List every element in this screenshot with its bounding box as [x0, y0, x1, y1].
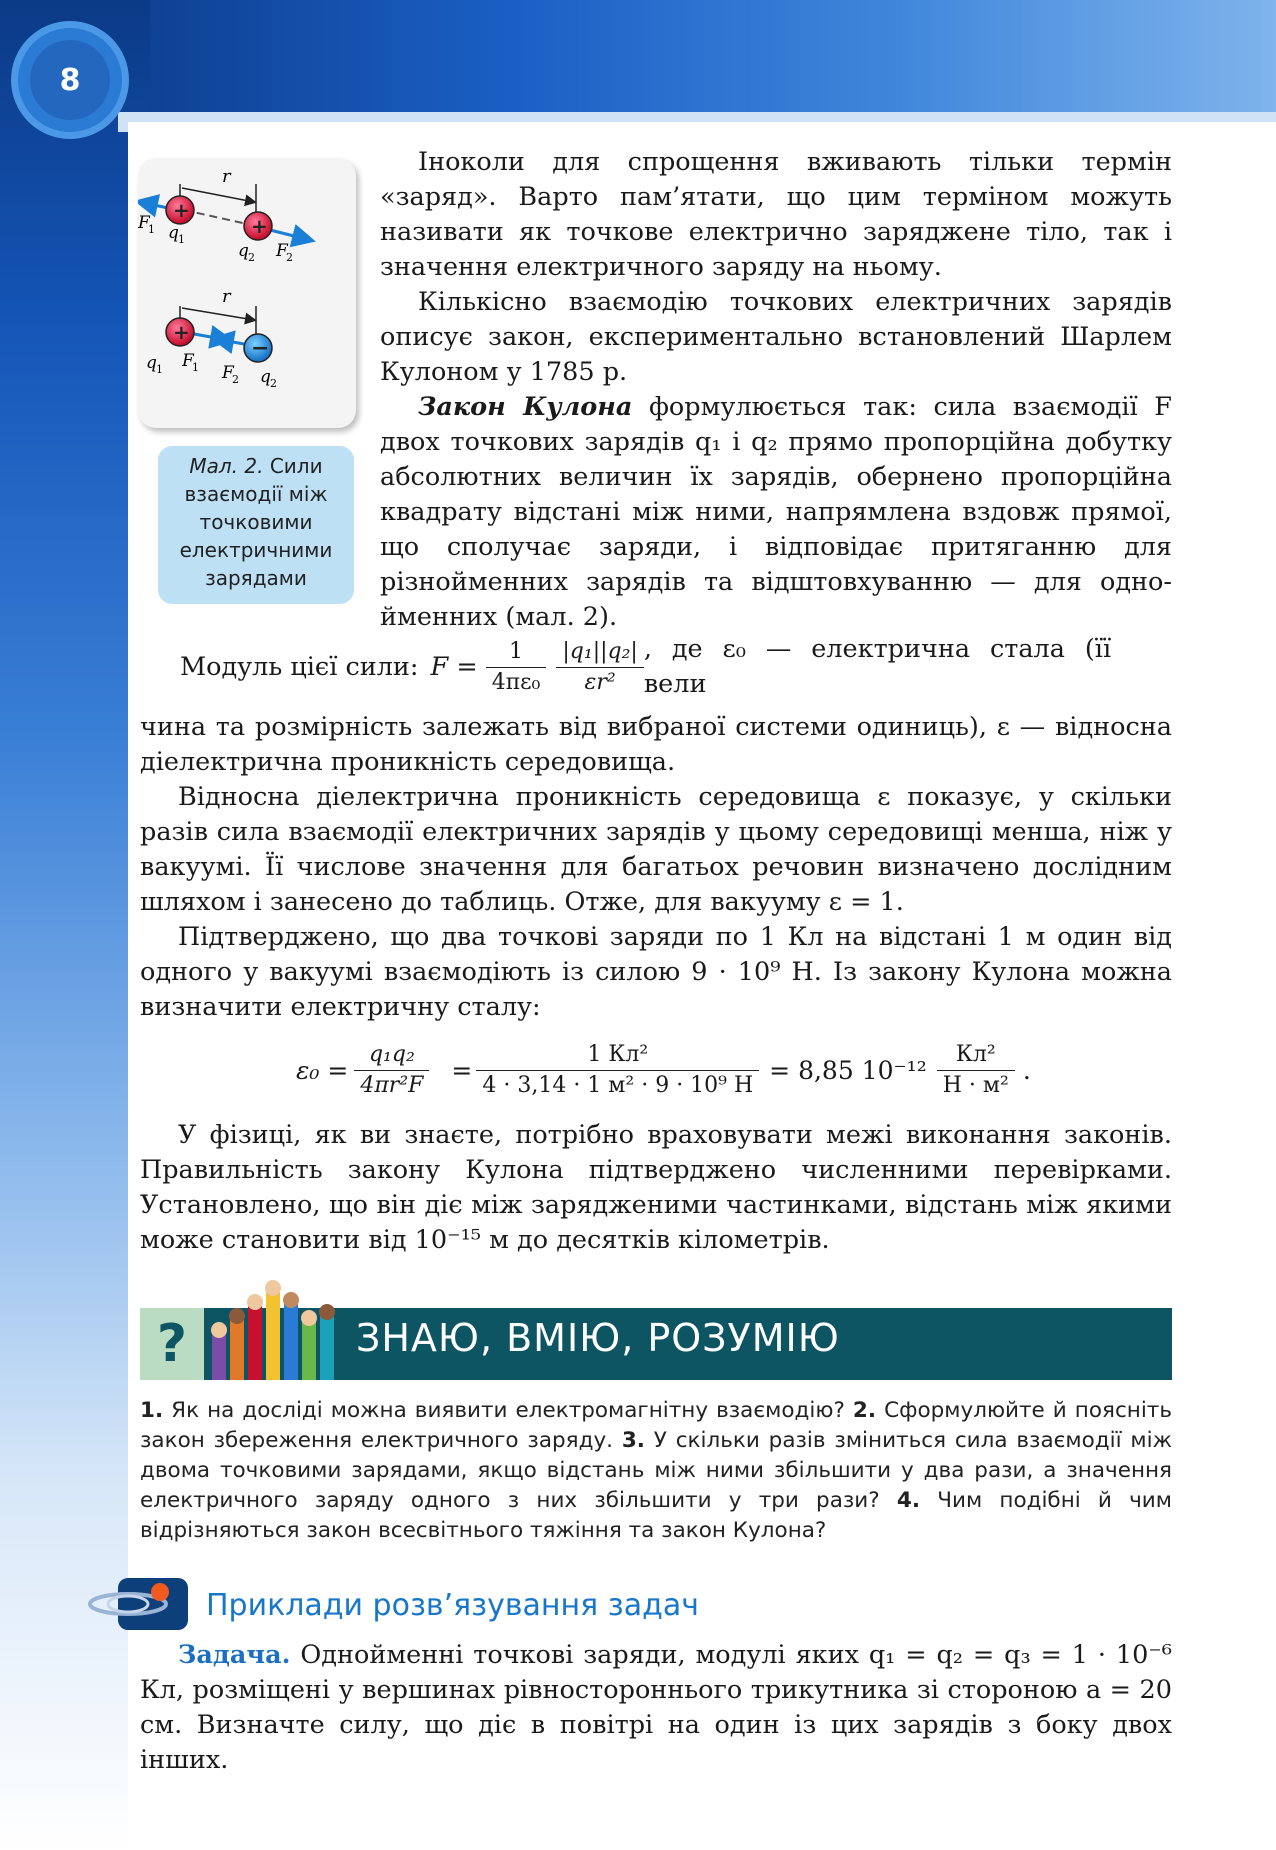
label-q1-bottom: q	[146, 353, 157, 373]
paragraph-1: Іноколи для спрощення вживають тільки термін «заряд». Варто пам’ятати, що цим терміном можуть називати як точкове електрично заряджене тіло, так і значення електричного заряду на ньому.	[380, 147, 1172, 282]
formula2-result: = 8,85 10⁻¹²	[769, 1055, 927, 1085]
formula1-lhs: F =	[430, 651, 478, 682]
charge-plus-3: +	[173, 320, 190, 344]
modulus-tail: , де ε₀ — електрична стала (її вели	[643, 634, 1112, 699]
label-q2-top: q	[238, 241, 249, 261]
formula1-fraction-1: $\frac{1}{\text{4πε₀}}$	[486, 637, 547, 698]
formula2-lhs: ε₀ =	[296, 1055, 349, 1085]
formula1-fraction-2: $\frac{\text{|q₁||q₂|}}{\text{εr²}}$	[556, 637, 643, 698]
charge-minus: −	[251, 335, 270, 361]
examples-title: Приклади розв’язування задач	[206, 1588, 699, 1623]
figure-caption	[158, 446, 354, 604]
caption-text: Сили взаємодії між точковими електричними зарядами	[179, 454, 333, 590]
paragraph-3: Закон Кулона формулюється так: сила взаємодії F двох точкових зарядів q₁ і q₂ прямо пропорційна добутку абсолютних величин їх зарядів, обернено пропорційна квадрату відстані між ними, напрямлена вздовж прямої, що сполучає заряди, і відповідає притяганню для різнойменних зарядів та відштовхуванню — для однойменних (мал. 2).	[380, 392, 1172, 632]
body-column	[140, 710, 1172, 1025]
paragraph-7: У фізиці, як ви знаєте, потрібно враховувати межі виконання законів. Правильність закону Кулона підтверджено численними перевірками. Установлено, що він діє між зарядженими частинками, відстань між якими може становити від 10⁻¹⁵ м до десятків кілометрів.	[140, 1120, 1172, 1255]
label-r-bottom: r	[222, 286, 231, 307]
epsilon-formula: ε₀ = $\frac{\text{q₁q₂}}{\text{4πr²F}}$ = $\frac{\text{1 Кл²}}{\text{4 · 3,14 · 1 м² · 9 · 10⁹ Н}}$ = 8,85 10⁻¹² $\frac{\text{Кл²}}{\text{Н · м²}}$ .	[296, 1030, 1176, 1110]
page-number-gear-icon	[18, 28, 122, 132]
formula-line	[140, 632, 1172, 702]
atom-icon	[88, 1574, 190, 1632]
closing-column	[140, 1118, 1172, 1258]
coulomb-law-term: Закон Кулона	[418, 392, 633, 422]
svg-text:1: 1	[148, 223, 155, 236]
label-f2-bottom: F	[222, 363, 234, 383]
label-f2-top: F	[276, 241, 288, 261]
question-mark-icon: ?	[140, 1308, 204, 1380]
page-top-background	[0, 0, 1276, 125]
paragraph-4-cont: чина та розмірність залежать від вибраної системи одиниць), ε — відносна діелектрична проникність середовища.	[140, 712, 1172, 777]
label-r-top: r	[222, 166, 231, 187]
page-number: 8	[30, 40, 110, 120]
svg-text:2: 2	[232, 373, 239, 386]
label-f1-bottom: F	[182, 351, 194, 371]
svg-text:1: 1	[178, 233, 185, 246]
figure-coulomb	[138, 158, 356, 428]
svg-text:2: 2	[248, 251, 255, 264]
task	[140, 1638, 1172, 1778]
label-f1-top: F	[138, 213, 150, 233]
caption-label: Мал. 2.	[189, 454, 264, 478]
raised-hands-icon	[204, 1276, 354, 1380]
paragraph-5: Відносна діелектрична проникність середовища ε показує, у скільки разів сила взаємодії електричних зарядів у цьому середовищі менша, ніж у вакуумі. Її числове значення для багатьох речовин визначено дослідним шляхом і занесено до таблиць. Отже, для вакууму ε = 1.	[140, 782, 1172, 917]
svg-text:1: 1	[192, 361, 199, 374]
svg-text:2: 2	[286, 251, 293, 264]
task-text: Однойменні точкові заряди, модулі яких q₁ = q₂ = q₃ = 1 · 10⁻⁶ Кл, розміщені у вершинах рівностороннього трикутника зі стороною a = 20 см. Визначте силу, що діє в повітрі на один із цих зарядів з боку двох інших.	[140, 1640, 1172, 1775]
svg-text:2: 2	[270, 377, 277, 390]
label-q2-bottom: q	[260, 367, 271, 387]
svg-text:1: 1	[156, 363, 163, 376]
charge-plus-2: +	[251, 214, 268, 238]
coulomb-diagram	[138, 158, 356, 428]
intro-column	[380, 145, 1172, 635]
formula2-fraction-c: $\frac{\text{Кл²}}{\text{Н · м²}}$	[937, 1040, 1015, 1101]
formula2-fraction-a: $\frac{\text{q₁q₂}}{\text{4πr²F}}$	[354, 1040, 429, 1101]
charge-plus-1: +	[173, 198, 190, 222]
banner-title: ЗНАЮ, ВМІЮ, РОЗУМІЮ	[356, 1316, 840, 1360]
modulus-lead: Модуль цієї сили:	[180, 651, 419, 682]
paragraph-2: Кількісно взаємодію точкових електричних зарядів описує закон, експериментально встановлений Шарлем Кулоном у 1785 р.	[380, 287, 1172, 387]
formula2-fraction-b: $\frac{\text{1 Кл²}}{\text{4 · 3,14 · 1 м² · 9 · 10⁹ Н}}$	[476, 1040, 759, 1101]
label-q1-top: q	[168, 223, 179, 243]
review-questions: 1. Як на досліді можна виявити електромагнітну взаємодію? 2. Сформулюйте й поясніть закон збереження електричного заряду. 3. У скільки разів зміниться сила взаємодії між двома точковими зарядами, якщо відстань між ними збільшити у два рази, а значення електричного заряду одного з них збільшити у три рази? 4. Чим подібні й чим відрізняються закон всесвітнього тяжіння та закон Кулона?	[140, 1398, 1172, 1543]
paragraph-6: Підтверджено, що два точкові заряди по 1 Кл на відстані 1 м один від одного у вакуумі взаємодіють із силою 9 · 10⁹ Н. Із закону Кулона можна визначити електричну сталу:	[140, 922, 1172, 1022]
formula2-eq: =	[451, 1055, 473, 1085]
task-label: Задача.	[178, 1640, 291, 1670]
